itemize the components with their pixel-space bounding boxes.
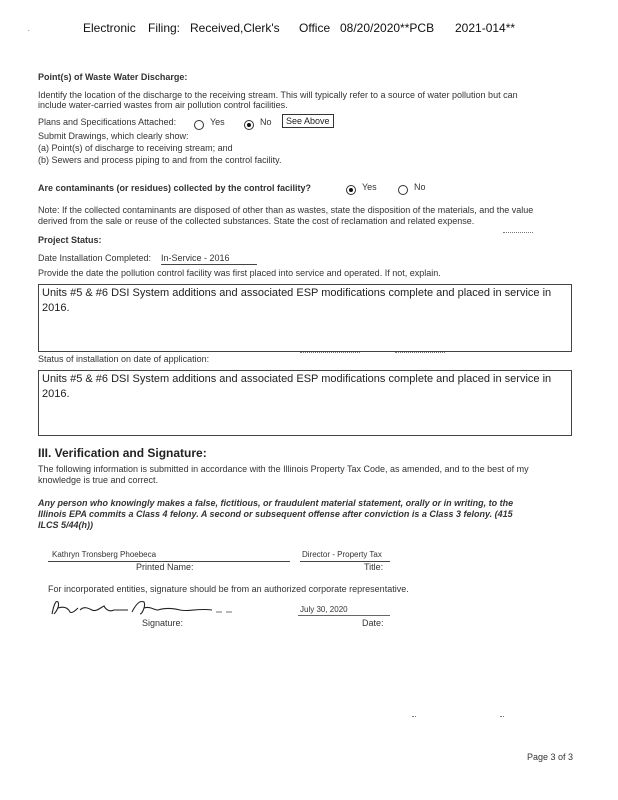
warning-line-3: ILCS 5/44(h)) (38, 520, 94, 530)
incorporated-note: For incorporated entities, signature should be from an authorized corporate representative. (48, 584, 409, 594)
header-received: Received,Clerk's (190, 21, 280, 35)
warning-line-1: Any person who knowingly makes a false, fictitious, or fraudulent material statement, orally or in writing, to the (38, 498, 514, 508)
date-line (298, 615, 390, 616)
status-textarea[interactable]: Units #5 & #6 DSI System additions and associated ESP modifications complete and placed in service in 2016. (38, 370, 572, 436)
header-date-code: 08/20/2020**PCB (340, 21, 435, 35)
header-docket: 2021-014** (455, 21, 516, 35)
signature-label: Signature: (142, 618, 184, 628)
verification-heading: III. Verification and Signature: (38, 446, 207, 460)
plans-label: Plans and Specifications Attached: (38, 117, 177, 127)
warning-line-2: Illinois EPA commits a Class 4 felony. A second or subsequent offense after conviction is a Class 3 felony. (415 (38, 509, 513, 519)
verification-text-1: The following information is submitted in accordance with the Illinois Property Tax Code, as amended, and to the best of my (38, 464, 529, 474)
contaminants-note-1: Note: If the collected contaminants are disposed of other than as wastes, state the disposition of the materials, and the value (38, 205, 534, 215)
date-value[interactable]: July 30, 2020 (300, 605, 348, 614)
printed-name-value[interactable]: Kathryn Tronsberg Phoebeca (52, 550, 157, 559)
signature-image (48, 596, 238, 618)
see-above-box[interactable]: See Above (282, 114, 334, 128)
header-type: Electronic (83, 21, 136, 35)
discharge-desc-1: Identify the location of the discharge to the receiving stream. This will typically refer to a source of water pollution but can (38, 90, 518, 100)
contaminants-no-radio[interactable] (398, 181, 408, 199)
printed-name-label: Printed Name: (136, 562, 194, 572)
provide-date-label: Provide the date the pollution control facility was first placed into service and operated. If not, explain. (38, 268, 441, 278)
header-filing: Filing: (148, 21, 181, 35)
plans-no-radio[interactable] (244, 116, 254, 134)
status-installation-label: Status of installation on date of application: (38, 354, 210, 364)
header-office: Office (299, 21, 331, 35)
drawings-line-1: Submit Drawings, which clearly show: (38, 131, 189, 141)
discharge-heading: Point(s) of Waste Water Discharge: (38, 72, 188, 82)
date-installation-value[interactable]: In-Service - 2016 (161, 253, 257, 265)
contaminants-no-label: No (414, 182, 426, 192)
project-status-heading: Project Status: (38, 235, 102, 245)
contaminants-note-2: derived from the sale or reuse of the collected substances. State the cost of reclamation and related expense. (38, 216, 475, 226)
date-label: Date: (362, 618, 384, 628)
plans-yes-radio[interactable] (194, 116, 204, 134)
explain-textarea[interactable]: Units #5 & #6 DSI System additions and associated ESP modifications complete and placed in service in 2016. (38, 284, 572, 352)
contaminants-yes-label: Yes (362, 182, 377, 192)
drawings-line-3: (b) Sewers and process piping to and from the control facility. (38, 155, 282, 165)
contaminants-question: Are contaminants (or residues) collected by the control facility? (38, 183, 312, 193)
date-installation-label: Date Installation Completed: (38, 253, 152, 263)
header-mark: . (28, 27, 30, 33)
verification-text-2: knowledge is true and correct. (38, 475, 159, 485)
title-value[interactable]: Director - Property Tax (302, 550, 382, 559)
title-label: Title: (364, 562, 384, 572)
contaminants-yes-radio[interactable] (346, 181, 356, 199)
plans-no-label: No (260, 117, 272, 127)
discharge-desc-2: include water-carried wastes from air pollution control facilities. (38, 100, 288, 110)
page-number: Page 3 of 3 (527, 752, 574, 762)
plans-yes-label: Yes (210, 117, 225, 127)
drawings-line-2: (a) Point(s) of discharge to receiving stream; and (38, 143, 233, 153)
